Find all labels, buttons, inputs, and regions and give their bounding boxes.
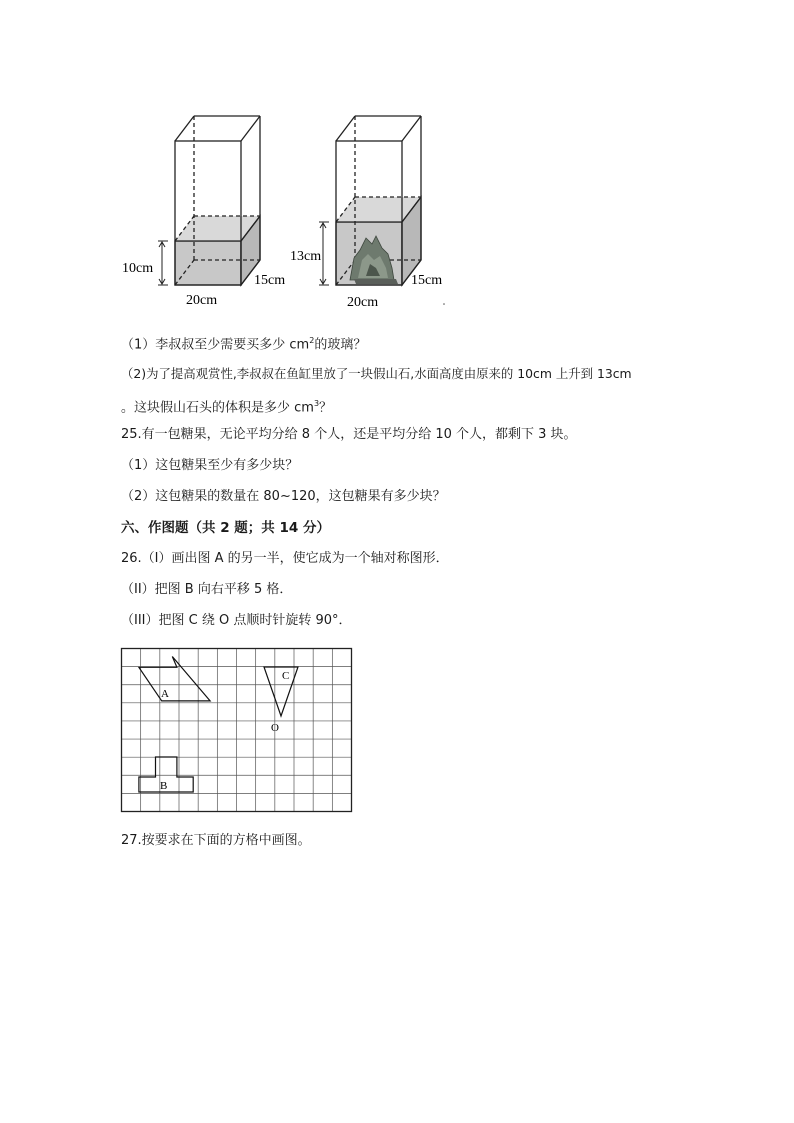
grid-lines <box>122 649 352 812</box>
q24-sub2-line1: （2)为了提高观赏性,李叔叔在鱼缸里放了一块假山石,水面高度由原来的 10cm 上升到 13cm <box>121 366 632 381</box>
right-width-label: 15cm <box>411 273 443 288</box>
right-height-label: 13cm <box>290 249 322 264</box>
q24-sub2-superscript: 3 <box>313 399 320 408</box>
left-height-label: 10cm <box>122 261 154 276</box>
shape-c <box>264 667 298 716</box>
q25-stem: 25.有一包糖果，无论平均分给 8 个人，还是平均分给 10 个人，都剩下 3 块。 <box>121 427 577 442</box>
left-water-front <box>175 241 241 285</box>
q24-sub2-line2: 。这块假山石头的体积是多少 $cm^3$？ <box>121 399 333 416</box>
section-6-heading: 六、作图题（共 2 题；共 14 分） <box>121 520 330 536</box>
left-tank <box>158 116 260 285</box>
q25-sub1: （1）这包糖果至少有多少块？ <box>121 458 299 473</box>
q26-part2: （II）把图 B 向右平移 5 格． <box>121 582 293 597</box>
q26-part1: 26.（I）画出图 A 的另一半，使它成为一个轴对称图形． <box>121 551 449 566</box>
right-length-label: 20cm <box>347 295 379 310</box>
left-length-label: 20cm <box>186 293 218 308</box>
label-a: A <box>161 688 169 700</box>
shape-a <box>139 657 210 701</box>
tank-figure <box>118 108 458 313</box>
q27-stem: 27.按要求在下面的方格中画图。 <box>121 833 311 848</box>
q24-sub1: （1）李叔叔至少需要买多少 $cm^2$的玻璃？ <box>121 336 367 353</box>
label-b: B <box>160 780 168 792</box>
q26-part3: （III）把图 C 绕 O 点顺时针旋转 90°． <box>121 613 352 628</box>
label-c: C <box>282 670 290 682</box>
left-width-label: 15cm <box>254 273 286 288</box>
q25-sub2: （2）这包糖果的数量在 80~120，这包糖果有多少块？ <box>121 489 446 504</box>
grid-figure <box>120 647 354 813</box>
label-o: O <box>271 722 279 734</box>
q24-sub1-superscript: 2 <box>309 336 315 345</box>
